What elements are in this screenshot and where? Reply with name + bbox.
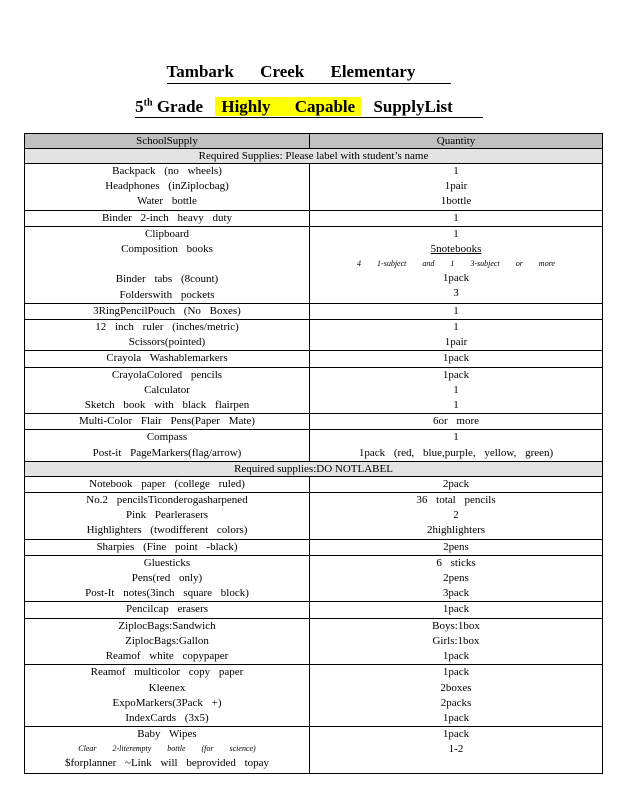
quantity-value: 1bottle [440,195,472,208]
quantity-value: 1pack [442,666,470,679]
quantity-value: 1 [453,227,459,240]
supply-item: Crayola Washablemarkers [106,352,228,365]
supply-item: CrayolaColored pencils [111,368,223,381]
section-header-unlabeled [25,461,603,476]
supply-cell [25,351,310,367]
quantity-value: 2 [453,509,459,522]
quantity-cell [310,555,603,602]
quantity-value: 3 [453,287,459,300]
quantity-cell [310,164,603,211]
supply-item [25,257,309,272]
table-header-row [25,134,603,149]
quantity-cell [310,602,603,618]
table-row [25,539,603,555]
section-label-unlabeled: Required supplies:DO NOTLABEL [25,461,603,476]
highly-capable-highlight: Highly Capable [215,97,361,116]
list-title [0,97,618,118]
quantity-cell [310,476,603,492]
table-row [25,226,603,303]
grade-number: 5 [135,97,144,116]
supply-item: Sketch book with black flairpen [84,399,250,412]
table-row [25,351,603,367]
supply-item: Highlighters (twodifferent colors) [86,524,248,537]
supply-cell [25,602,310,618]
supply-item: Headphones (inZiplocbag) [105,180,229,193]
supply-item: Scissors(pointed) [128,336,206,349]
supply-item: Water bottle [137,195,197,208]
quantity-value: 6or more [432,415,479,428]
supply-item: Clear 2-literempty bottle (for science) [78,744,256,754]
supply-item: Kleenex [148,681,186,694]
table-row [25,555,603,602]
table-row [25,303,603,319]
quantity-value: 2boxes [440,681,472,694]
quantity-cell [310,727,603,774]
quantity-cell [310,618,603,665]
table-row [25,210,603,226]
quantity-value: 2highlighters [426,524,486,537]
supply-item: Post-It notes(3inch square block) [85,587,249,600]
supply-cell [25,665,310,727]
supply-cell [25,555,310,602]
supply-cell [25,367,310,414]
quantity-value: 2packs [440,696,472,709]
quantity-cell [310,367,603,414]
quantity-value: 1 [453,321,459,334]
supply-item: Folderswith pockets [119,288,215,301]
quantity-value: Boys:1box [432,619,480,632]
quantity-value: 3pack [442,587,470,600]
quantity-value: 1pack [442,368,470,381]
supply-item: Post-it PageMarkers(flag/arrow) [92,446,242,459]
quantity-cell [310,665,603,727]
table-row [25,665,603,727]
quantity-cell [310,430,603,461]
table-row [25,414,603,430]
supply-item: Calculator [144,383,190,396]
quantity-value: 1pack (red, blue,purple, yellow, green) [358,446,554,459]
column-header-supply: SchoolSupply [25,134,310,149]
supply-item: 12 inch ruler (inches/metric) [95,321,239,334]
supply-item: Composition books [121,243,213,256]
supply-item: No.2 pencilsTiconderogasharpened [86,494,248,507]
quantity-cell [310,320,603,351]
quantity-value: 1-2 [448,743,464,756]
supply-cell [25,414,310,430]
section-label-labeled: Required Supplies: Please label with student’s name [25,149,603,164]
supply-table [24,133,603,774]
supply-cell [25,727,310,774]
quantity-value: 1pair [444,336,468,349]
supply-item: ZiplocBags:Sandwich [118,619,216,632]
table-row [25,618,603,665]
supply-item: Baby Wipes [137,728,197,741]
table-row [25,367,603,414]
quantity-value [310,758,602,773]
supply-list-word: SupplyList [373,97,453,116]
supply-item: 3RingPencilPouch (No Boxes) [93,304,241,317]
quantity-value: 1pair [444,180,468,193]
supply-item: Gluesticks [143,556,191,569]
grade-suffix: th [143,97,153,109]
supply-cell [25,320,310,351]
supply-item: Compass [146,431,188,444]
quantity-value: 1pack [442,272,470,285]
quantity-cell [310,351,603,367]
supply-item: $forplanner ~Link will beprovided topay [64,757,270,770]
quantity-value: 36 total pencils [416,494,496,507]
supply-item: Binder tabs (8count) [115,273,219,286]
table-row [25,476,603,492]
grade-word: Grade [156,97,204,116]
supply-item: Sharpies (Fine point -black) [96,540,238,553]
quantity-value: 1 [453,399,459,412]
table-row [25,727,603,774]
supply-cell [25,476,310,492]
quantity-value: 1 [453,383,459,396]
quantity-value: 5notebooks [430,243,482,256]
quantity-value: 1pack [442,711,470,724]
quantity-value: Girls:1box [432,634,480,647]
quantity-cell [310,539,603,555]
quantity-value: 4 1-subject and 1 3-subject or more [357,259,555,269]
quantity-value: 1pack [442,650,470,663]
supply-item: Notebook paper (college ruled) [89,477,245,490]
quantity-cell [310,493,603,540]
quantity-cell [310,210,603,226]
quantity-cell [310,226,603,303]
supply-item: Pencilcap erasers [125,603,209,616]
table-row [25,320,603,351]
supply-item: ZiplocBags:Gallon [125,634,209,647]
quantity-value: 1pack [442,728,470,741]
supply-cell [25,164,310,211]
supply-item: Reamof white copypaper [105,650,229,663]
quantity-cell [310,414,603,430]
school-name-text: Tambark Creek Elementary [167,62,452,84]
supply-item: ExpoMarkers(3Pack +) [112,696,222,709]
supply-item: Pens(red only) [131,572,203,585]
section-header-labeled [25,149,603,164]
quantity-value: 2pens [443,572,469,585]
supply-cell [25,430,310,461]
quantity-value: 6 sticks [436,556,476,569]
quantity-value: 1 [453,165,459,177]
supply-item: Reamof multicolor copy paper [90,666,244,679]
quantity-value: 1 [453,431,459,444]
quantity-value: 2pens [443,540,469,553]
table-row [25,430,603,461]
supply-item: Multi-Color Flair Pens(Paper Mate) [79,415,255,428]
table-row [25,602,603,618]
quantity-value: 2pack [442,477,470,490]
column-header-quantity: Quantity [310,134,603,149]
supply-cell [25,493,310,540]
quantity-value: 1pack [442,352,470,365]
quantity-cell [310,303,603,319]
supply-item: Pink Pearlerasers [125,509,209,522]
supply-item: Clipboard [145,227,189,240]
supply-cell [25,226,310,303]
supply-cell [25,303,310,319]
supply-item: Binder 2-inch heavy duty [101,211,233,224]
quantity-value: 1pack [442,603,470,616]
supply-cell [25,210,310,226]
school-name [0,62,618,84]
supply-cell [25,618,310,665]
supply-item: IndexCards (3x5) [125,711,209,724]
supply-item: Backpack (no wheels) [112,165,222,177]
supply-cell [25,539,310,555]
table-row [25,164,603,211]
quantity-value: 1 [453,304,459,317]
table-row [25,493,603,540]
quantity-value: 1 [453,211,459,224]
